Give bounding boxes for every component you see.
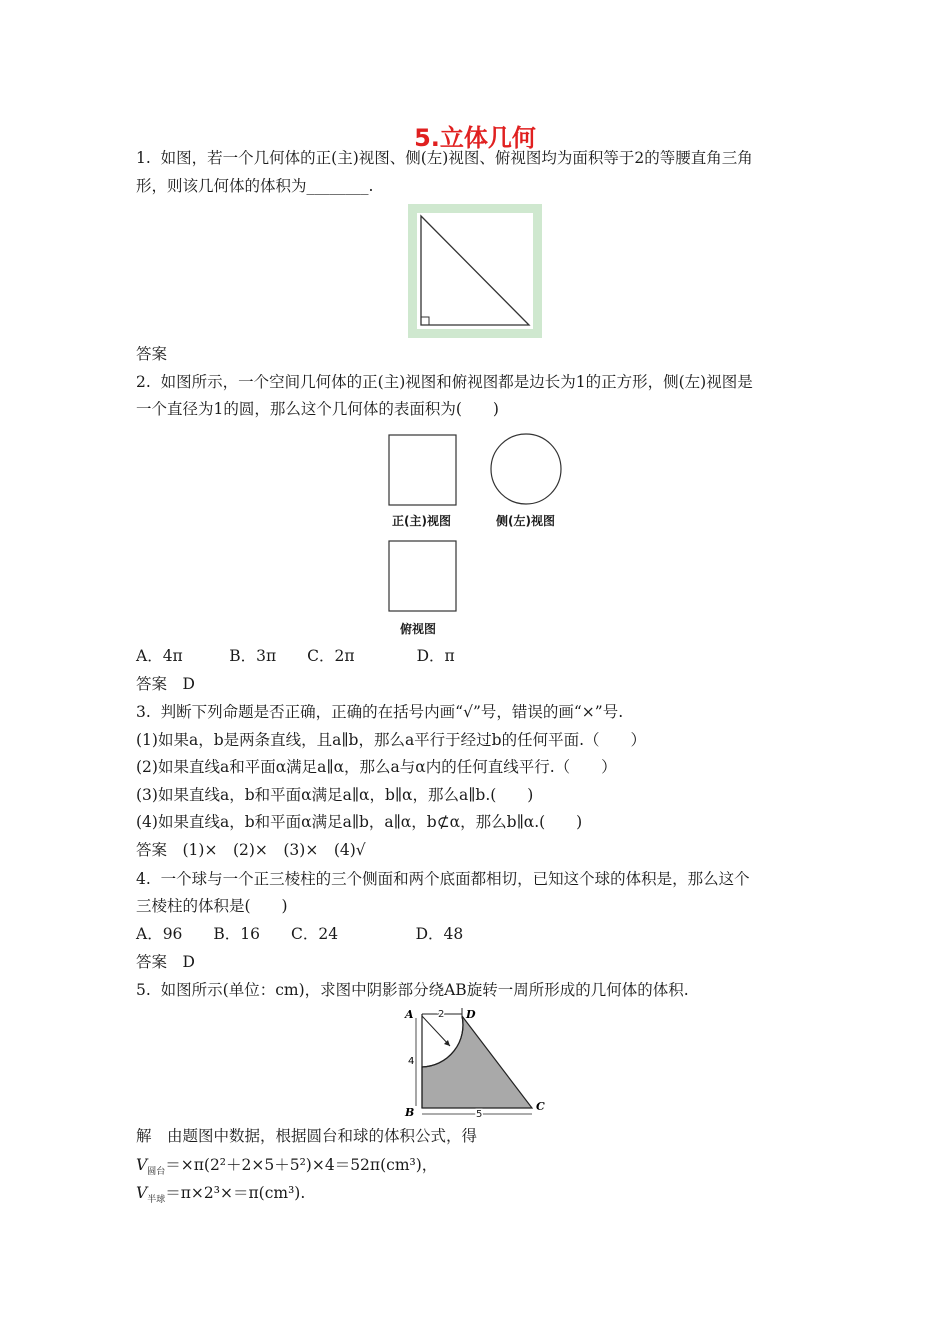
q1-answer: 答案 [136,345,168,363]
radius-arrow [422,1016,450,1046]
q3-text-line1: 3. 判断下列命题是否正确，正确的在括号内画“√”号，错误的画“×”号. [136,703,624,721]
volume-subscript: 半球 [147,1195,166,1206]
q4-answer: 答案 D [136,953,195,971]
caption-side-view: 侧(左)视图 [496,514,555,528]
front-view-square [388,434,458,506]
q1-text-line2: 形，则该几何体的体积为________. [136,177,374,195]
q2-options: A．4π B．3π C．2π D．π [136,647,455,665]
label-top-length: 2 [438,1009,445,1020]
q3-item3: (3)如果直线a，b和平面α满足a∥α，b∥α，那么a∥b.( ) [136,786,534,804]
label-d: D [466,1008,476,1021]
caption-front-view: 正(主)视图 [392,514,451,528]
volume-symbol: V [136,1184,148,1202]
q1-triangle-figure [408,204,542,338]
q3-answer: 答案 (1)× (2)× (3)× (4)√ [136,841,366,859]
q5-volume-frustum [136,1154,437,1183]
page-title: 5.立体几何 [414,124,536,152]
top-view-square [388,540,458,612]
q4-text-line1: 4. 一个球与一个正三棱柱的三个侧面和两个底面都相切，已知这个球的体积是，那么这个 [136,870,750,888]
q1-text-line1: 1. 如图，若一个几何体的正(主)视图、侧(左)视图、俯视图均为面积等于2的等腰直角三角 [136,149,753,167]
label-left-length: 4 [408,1056,415,1067]
q5-trapezoid-figure [400,1004,552,1118]
q4-text-line2: 三棱柱的体积是( ) [136,897,288,915]
q4-options: A．96 B．16 C．24 D．48 [136,925,464,943]
q2-text-line2: 一个直径为1的圆，那么这个几何体的表面积为( ) [136,400,499,418]
shaded-region [422,1016,532,1108]
q3-item2: (2)如果直线a和平面α满足a∥α，那么a与α内的任何直线平行.（ ） [136,758,617,776]
label-bottom-length: 5 [476,1109,483,1118]
label-a: A [405,1008,414,1021]
q5-text-line1: 5. 如图所示(单位：cm)，求图中阴影部分绕AB旋转一周所形成的几何体的体积. [136,981,689,999]
q3-item1: (1)如果a，b是两条直线，且a∥b，那么a平行于经过b的任何平面.（ ） [136,731,647,749]
q2-text-line1: 2. 如图所示，一个空间几何体的正(主)视图和俯视图都是边长为1的正方形，侧(左)视图是 [136,373,753,391]
label-c: C [536,1100,545,1113]
q5-solution-intro: 解 由题图中数据，根据圆台和球的体积公式，得 [136,1127,478,1145]
caption-top-view: 俯视图 [400,622,437,636]
volume-formula: ＝π×2³×＝π(cm³). [165,1184,306,1202]
q2-answer: 答案 D [136,675,195,693]
q5-volume-hemisphere [136,1182,305,1211]
volume-symbol: V [136,1156,148,1174]
volume-formula: ＝×π(2²＋2×5＋5²)×4＝52π(cm³)， [165,1156,438,1174]
side-view-circle [489,432,563,506]
q3-item4: (4)如果直线a，b和平面α满足a∥b，a∥α，b⊄α，那么b∥α.( ) [136,813,583,831]
volume-subscript: 圆台 [147,1167,166,1178]
label-b: B [405,1106,415,1118]
